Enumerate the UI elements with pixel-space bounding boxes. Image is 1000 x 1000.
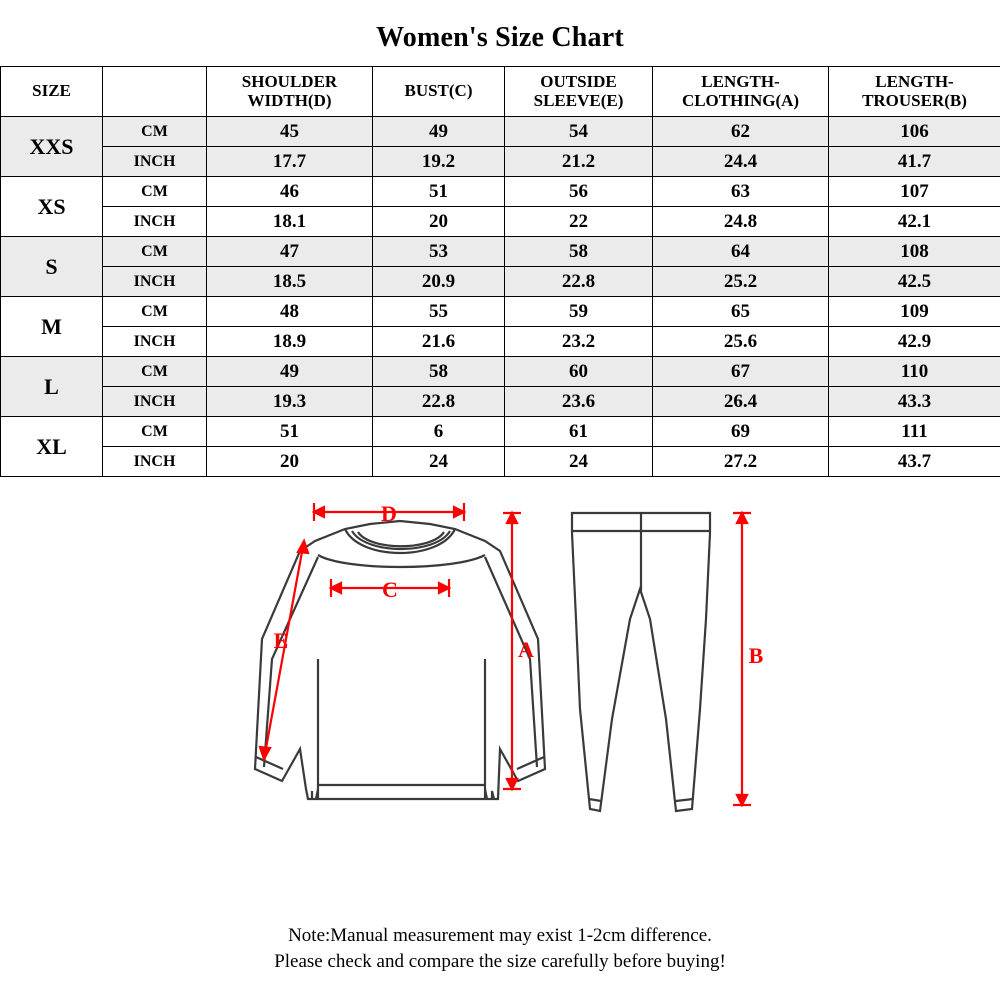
cell-value: 51 xyxy=(207,417,373,447)
table-body xyxy=(1,117,1000,477)
trousers-illustration xyxy=(572,513,710,811)
cell-value: 24.8 xyxy=(653,207,829,237)
cell-value: 48 xyxy=(207,297,373,327)
size-label-s: S xyxy=(1,237,103,297)
label-a: A xyxy=(518,637,534,662)
label-d: D xyxy=(381,501,397,526)
cell-value: 23.2 xyxy=(505,327,653,357)
unit-inch: INCH xyxy=(103,207,207,237)
size-label-xl: XL xyxy=(1,417,103,477)
unit-cm: CM xyxy=(103,297,207,327)
header-length-trouser: LENGTH-TROUSER(B) xyxy=(829,67,1000,117)
header-length-clothing: LENGTH-CLOTHING(A) xyxy=(653,67,829,117)
cell-value: 45 xyxy=(207,117,373,147)
cell-value: 62 xyxy=(653,117,829,147)
size-label-l: L xyxy=(1,357,103,417)
table-row xyxy=(1,177,1000,207)
cell-value: 24 xyxy=(373,447,505,477)
cell-value: 21.2 xyxy=(505,147,653,177)
cell-value: 20 xyxy=(373,207,505,237)
label-c: C xyxy=(382,577,398,602)
table-row xyxy=(1,147,1000,177)
cell-value: 109 xyxy=(829,297,1000,327)
unit-inch: INCH xyxy=(103,447,207,477)
table-row xyxy=(1,267,1000,297)
table-row xyxy=(1,447,1000,477)
table-row xyxy=(1,297,1000,327)
header-size: SIZE xyxy=(1,67,103,117)
cell-value: 53 xyxy=(373,237,505,267)
cell-value: 110 xyxy=(829,357,1000,387)
cell-value: 59 xyxy=(505,297,653,327)
table-row xyxy=(1,357,1000,387)
note-line-2: Please check and compare the size carefully before buying! xyxy=(274,950,726,972)
cell-value: 26.4 xyxy=(653,387,829,417)
unit-cm: CM xyxy=(103,117,207,147)
table-header-row xyxy=(1,67,1000,117)
cell-value: 18.1 xyxy=(207,207,373,237)
cell-value: 60 xyxy=(505,357,653,387)
cell-value: 51 xyxy=(373,177,505,207)
cell-value: 24.4 xyxy=(653,147,829,177)
cell-value: 18.9 xyxy=(207,327,373,357)
cell-value: 19.2 xyxy=(373,147,505,177)
cell-value: 106 xyxy=(829,117,1000,147)
cell-value: 107 xyxy=(829,177,1000,207)
cell-value: 17.7 xyxy=(207,147,373,177)
table-row xyxy=(1,237,1000,267)
cell-value: 21.6 xyxy=(373,327,505,357)
header-bust: BUST(C) xyxy=(373,67,505,117)
label-e: E xyxy=(273,628,289,653)
cell-value: 47 xyxy=(207,237,373,267)
unit-inch: INCH xyxy=(103,147,207,177)
measurement-note xyxy=(0,923,1000,974)
cell-value: 46 xyxy=(207,177,373,207)
table-row xyxy=(1,207,1000,237)
cell-value: 6 xyxy=(373,417,505,447)
cell-value: 25.2 xyxy=(653,267,829,297)
size-chart-table xyxy=(0,66,1000,477)
cell-value: 58 xyxy=(505,237,653,267)
cell-value: 55 xyxy=(373,297,505,327)
cell-value: 108 xyxy=(829,237,1000,267)
table-row xyxy=(1,417,1000,447)
cell-value: 27.2 xyxy=(653,447,829,477)
cell-value: 111 xyxy=(829,417,1000,447)
size-label-xxs: XXS xyxy=(1,117,103,177)
cell-value: 58 xyxy=(373,357,505,387)
unit-cm: CM xyxy=(103,237,207,267)
cell-value: 49 xyxy=(207,357,373,387)
cell-value: 22.8 xyxy=(373,387,505,417)
unit-cm: CM xyxy=(103,177,207,207)
unit-cm: CM xyxy=(103,417,207,447)
sweatshirt-illustration xyxy=(255,521,545,799)
unit-inch: INCH xyxy=(103,267,207,297)
table-header xyxy=(1,67,1000,117)
cell-value: 23.6 xyxy=(505,387,653,417)
unit-inch: INCH xyxy=(103,327,207,357)
cell-value: 67 xyxy=(653,357,829,387)
page-title: Women's Size Chart xyxy=(376,22,624,53)
table-row xyxy=(1,117,1000,147)
note-line-1: Note:Manual measurement may exist 1-2cm difference. xyxy=(288,925,712,946)
cell-value: 69 xyxy=(653,417,829,447)
table-row xyxy=(1,327,1000,357)
header-outside-sleeve: OUTSIDE SLEEVE(E) xyxy=(505,67,653,117)
cell-value: 18.5 xyxy=(207,267,373,297)
label-b: B xyxy=(748,643,764,668)
cell-value: 43.7 xyxy=(829,447,1000,477)
cell-value: 20 xyxy=(207,447,373,477)
cell-value: 42.9 xyxy=(829,327,1000,357)
cell-value: 25.6 xyxy=(653,327,829,357)
cell-value: 61 xyxy=(505,417,653,447)
cell-value: 24 xyxy=(505,447,653,477)
size-label-m: M xyxy=(1,297,103,357)
cell-value: 20.9 xyxy=(373,267,505,297)
measurement-diagram xyxy=(0,499,1000,919)
unit-cm: CM xyxy=(103,357,207,387)
cell-value: 56 xyxy=(505,177,653,207)
cell-value: 65 xyxy=(653,297,829,327)
table-row xyxy=(1,387,1000,417)
cell-value: 19.3 xyxy=(207,387,373,417)
size-label-xs: XS xyxy=(1,177,103,237)
unit-inch: INCH xyxy=(103,387,207,417)
cell-value: 42.1 xyxy=(829,207,1000,237)
cell-value: 42.5 xyxy=(829,267,1000,297)
cell-value: 49 xyxy=(373,117,505,147)
header-shoulder-width: SHOULDER WIDTH(D) xyxy=(207,67,373,117)
cell-value: 64 xyxy=(653,237,829,267)
cell-value: 43.3 xyxy=(829,387,1000,417)
cell-value: 41.7 xyxy=(829,147,1000,177)
cell-value: 63 xyxy=(653,177,829,207)
cell-value: 22.8 xyxy=(505,267,653,297)
header-unit xyxy=(103,67,207,117)
cell-value: 54 xyxy=(505,117,653,147)
cell-value: 22 xyxy=(505,207,653,237)
